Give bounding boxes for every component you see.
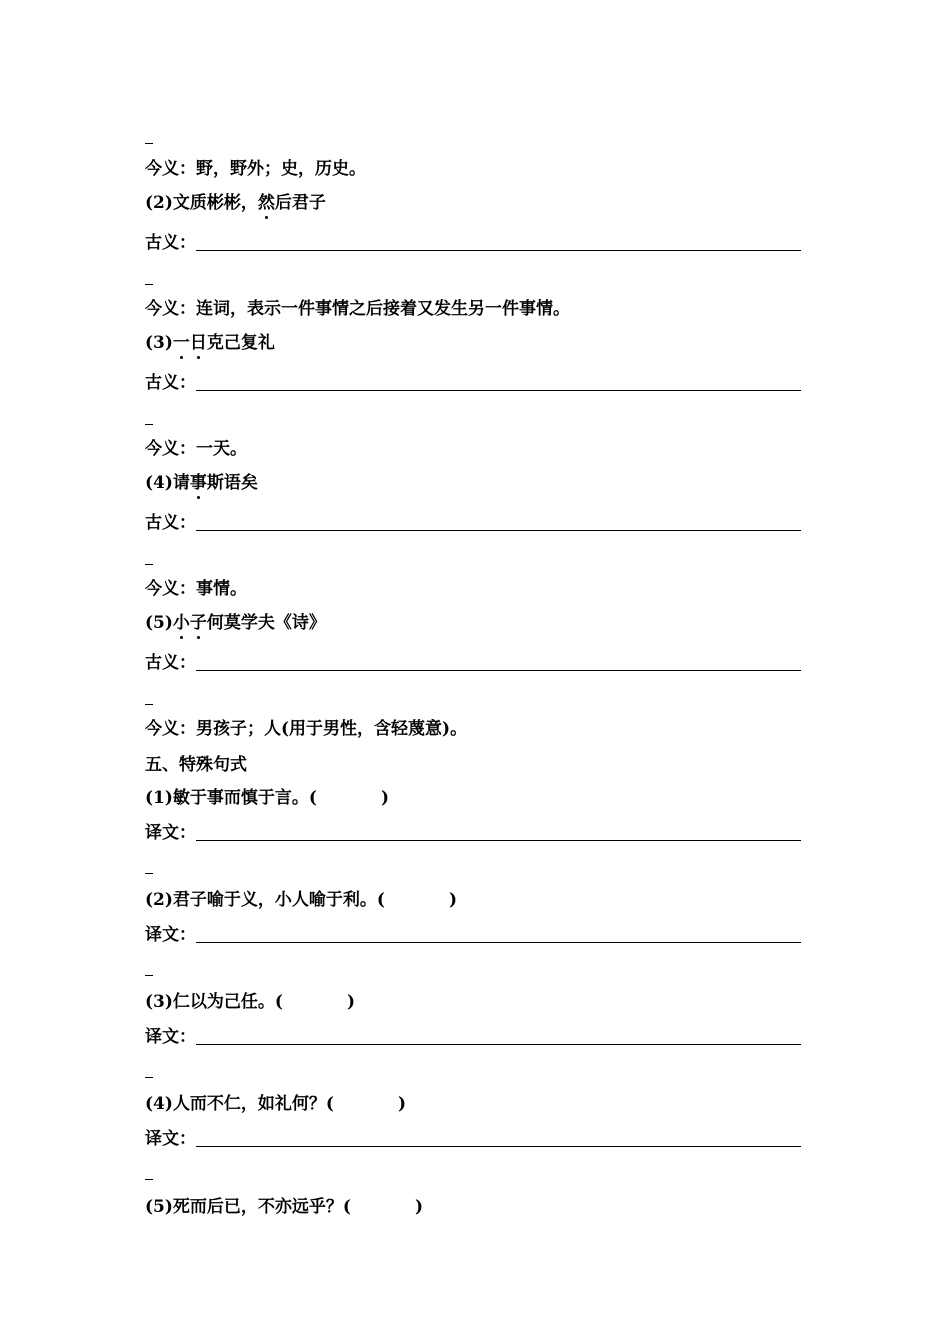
modern-meaning-1: 今义：野，野外；史，历史。 bbox=[145, 159, 366, 179]
emphasis-char: 日 bbox=[189, 333, 207, 353]
translation-label: 译文： bbox=[145, 925, 196, 945]
section-heading: 五、特殊句式 bbox=[145, 755, 247, 775]
answer-blank[interactable] bbox=[196, 390, 801, 391]
ancient-meaning-3 bbox=[145, 372, 801, 394]
dash-mark bbox=[145, 964, 153, 986]
modern-meaning-3: 今义：一天。 bbox=[145, 439, 247, 459]
dash-mark bbox=[145, 862, 153, 884]
ancient-label: 古义： bbox=[145, 233, 196, 253]
modern-meaning-2: 今义：连词，表示一件事情之后接着又发生另一件事情。 bbox=[145, 299, 570, 319]
translation-4 bbox=[145, 1128, 801, 1150]
answer-blank[interactable] bbox=[196, 530, 801, 531]
dash-mark bbox=[145, 1066, 153, 1088]
translation-1 bbox=[145, 822, 801, 844]
translation-3 bbox=[145, 1026, 801, 1048]
translation-label: 译文： bbox=[145, 823, 196, 843]
item-4-phrase: (4)请事斯语矣 bbox=[145, 473, 258, 493]
dash-mark bbox=[145, 693, 153, 715]
answer-blank[interactable] bbox=[196, 1146, 801, 1147]
emphasis-char: 一 bbox=[172, 333, 190, 353]
dash-mark bbox=[145, 273, 153, 295]
sentence-1: (1)敏于事而慎于言。( ) bbox=[145, 788, 390, 808]
answer-blank[interactable] bbox=[196, 670, 801, 671]
dash-mark bbox=[145, 1168, 153, 1190]
translation-label: 译文： bbox=[145, 1129, 196, 1149]
answer-blank[interactable] bbox=[196, 1044, 801, 1045]
dash-mark bbox=[145, 553, 153, 575]
answer-blank[interactable] bbox=[196, 250, 801, 251]
ancient-label: 古义： bbox=[145, 373, 196, 393]
item-3-phrase: (3)一日克己复礼 bbox=[145, 333, 275, 353]
sentence-4: (4)人而不仁，如礼何？( ) bbox=[145, 1094, 407, 1114]
emphasis-char: 子 bbox=[189, 613, 207, 633]
ancient-meaning-4 bbox=[145, 512, 801, 534]
emphasis-char: 事 bbox=[189, 473, 207, 493]
sentence-5: (5)死而后已，不亦远乎？( ) bbox=[145, 1197, 424, 1217]
sentence-2: (2)君子喻于义，小人喻于利。( ) bbox=[145, 890, 458, 910]
ancient-label: 古义： bbox=[145, 513, 196, 533]
dash-mark bbox=[145, 132, 153, 154]
emphasis-char: 小 bbox=[172, 613, 190, 633]
dash-mark bbox=[145, 413, 153, 435]
answer-blank[interactable] bbox=[196, 840, 801, 841]
modern-meaning-4: 今义：事情。 bbox=[145, 579, 247, 599]
item-2-phrase: (2)文质彬彬，然后君子 bbox=[145, 193, 326, 213]
translation-2 bbox=[145, 924, 801, 946]
answer-blank[interactable] bbox=[196, 942, 801, 943]
ancient-label: 古义： bbox=[145, 653, 196, 673]
item-5-phrase: (5)小子何莫学夫《诗》 bbox=[145, 613, 326, 633]
ancient-meaning-2 bbox=[145, 232, 801, 254]
emphasis-char: 然 bbox=[257, 193, 275, 213]
sentence-3: (3)仁以为己任。( ) bbox=[145, 992, 356, 1012]
ancient-meaning-5 bbox=[145, 652, 801, 674]
modern-meaning-5: 今义：男孩子；人(用于男性，含轻蔑意)。 bbox=[145, 719, 468, 739]
translation-label: 译文： bbox=[145, 1027, 196, 1047]
